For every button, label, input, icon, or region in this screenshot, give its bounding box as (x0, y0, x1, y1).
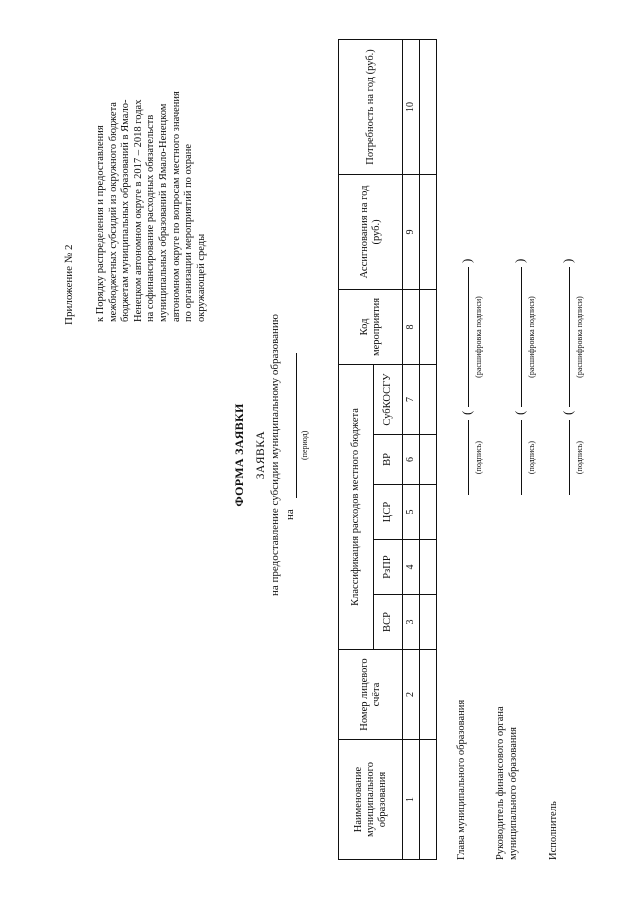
column-number: 4 (403, 540, 420, 595)
signature-decode-caption: (расшифровка подписи) (575, 296, 584, 378)
signature-decode-line[interactable] (521, 267, 522, 407)
appendix-line: Ненецком автономном округе в 2017 – 2018 годах (132, 99, 144, 322)
signature-decode-caption: (расшифровка подписи) (474, 296, 483, 378)
signature-line[interactable] (468, 420, 469, 495)
appendix-line: бюджетам муниципальных образований в Ямало- (120, 99, 132, 322)
appendix-line: к Порядку распределения и предоставления (95, 125, 106, 322)
table-cell[interactable] (420, 289, 437, 364)
application-subtitle: на предоставление субсидии муниципальному образованию (269, 313, 281, 597)
header-subkosgu: СубКОСГУ (374, 364, 403, 434)
signature-decode-caption: (расшифровка подписи) (527, 296, 536, 378)
column-number: 2 (403, 650, 420, 740)
form-title: ФОРМА ЗАЯВКИ (232, 403, 246, 507)
signature-role-head: Глава муниципального образования (456, 699, 467, 860)
column-number: 9 (403, 174, 420, 289)
signature-decode-line[interactable] (569, 267, 570, 407)
column-number: 3 (403, 595, 420, 650)
paren-close: ) (560, 258, 575, 263)
period-field (284, 305, 309, 520)
header-code: Код мероприятия (339, 289, 403, 364)
column-number: 1 (403, 740, 420, 860)
signature-role-executor: Исполнитель (548, 801, 559, 860)
signature-line[interactable] (521, 420, 522, 495)
period-prefix: на (284, 509, 296, 520)
appendix-line: муниципальных образований в Ямало-Ненецком (157, 103, 169, 322)
table-cell[interactable] (420, 740, 437, 860)
column-number: 5 (403, 485, 420, 540)
signature-caption: (подпись) (527, 440, 536, 475)
request-table (338, 39, 437, 860)
signature-line[interactable] (569, 420, 570, 495)
table-cell[interactable] (420, 595, 437, 650)
header-csr: ЦСР (374, 485, 403, 540)
paren-close: ) (512, 258, 527, 263)
period-underline (296, 353, 297, 498)
header-need: Потребность на год (руб.) (339, 39, 403, 174)
paren-open: ( (560, 410, 575, 415)
header-classification: Классификация расходов местного бюджета (339, 364, 374, 649)
column-number: 6 (403, 435, 420, 485)
table-cell[interactable] (420, 650, 437, 740)
column-number: 10 (403, 39, 420, 174)
appendix-line: по организации мероприятий по охране (183, 144, 195, 322)
table-cell[interactable] (420, 39, 437, 174)
header-vsr: ВСР (374, 595, 403, 650)
appendix-line: автономном округе по вопросам местного значения (170, 91, 182, 322)
column-number: 7 (403, 364, 420, 434)
appendix-title: Приложение № 2 (63, 244, 75, 325)
table-cell[interactable] (420, 364, 437, 434)
header-allocations: Ассигнования на год (руб.) (339, 174, 403, 289)
appendix-line: окружающей среды (195, 233, 207, 322)
header-account: Номер лицевого счёта (339, 650, 403, 740)
table-cell[interactable] (420, 435, 437, 485)
period-caption: (период) (300, 430, 309, 460)
appendix-line: межбюджетных субсидий из окружного бюджета (107, 102, 119, 322)
appendix-text (95, 32, 208, 322)
header-name: Наименование муниципального образования (339, 740, 403, 860)
column-numbers-row (403, 39, 420, 859)
appendix-line: на софинансирование расходных обязательств (145, 114, 157, 322)
table-header-row (339, 39, 374, 859)
paren-open: ( (512, 410, 527, 415)
header-vr: ВР (374, 435, 403, 485)
application-title: ЗАЯВКА (255, 430, 267, 480)
signature-decode-line[interactable] (468, 267, 469, 407)
table-cell[interactable] (420, 540, 437, 595)
table-cell[interactable] (420, 174, 437, 289)
signature-caption: (подпись) (474, 440, 483, 475)
signature-role-finance: Руководитель финансового органа муниципального образования (495, 706, 519, 860)
paren-close: ) (459, 258, 474, 263)
signature-caption: (подпись) (575, 440, 584, 475)
table-cell[interactable] (420, 485, 437, 540)
header-rzpr: РзПР (374, 540, 403, 595)
paren-open: ( (459, 410, 474, 415)
column-number: 8 (403, 289, 420, 364)
empty-data-row (420, 39, 437, 859)
